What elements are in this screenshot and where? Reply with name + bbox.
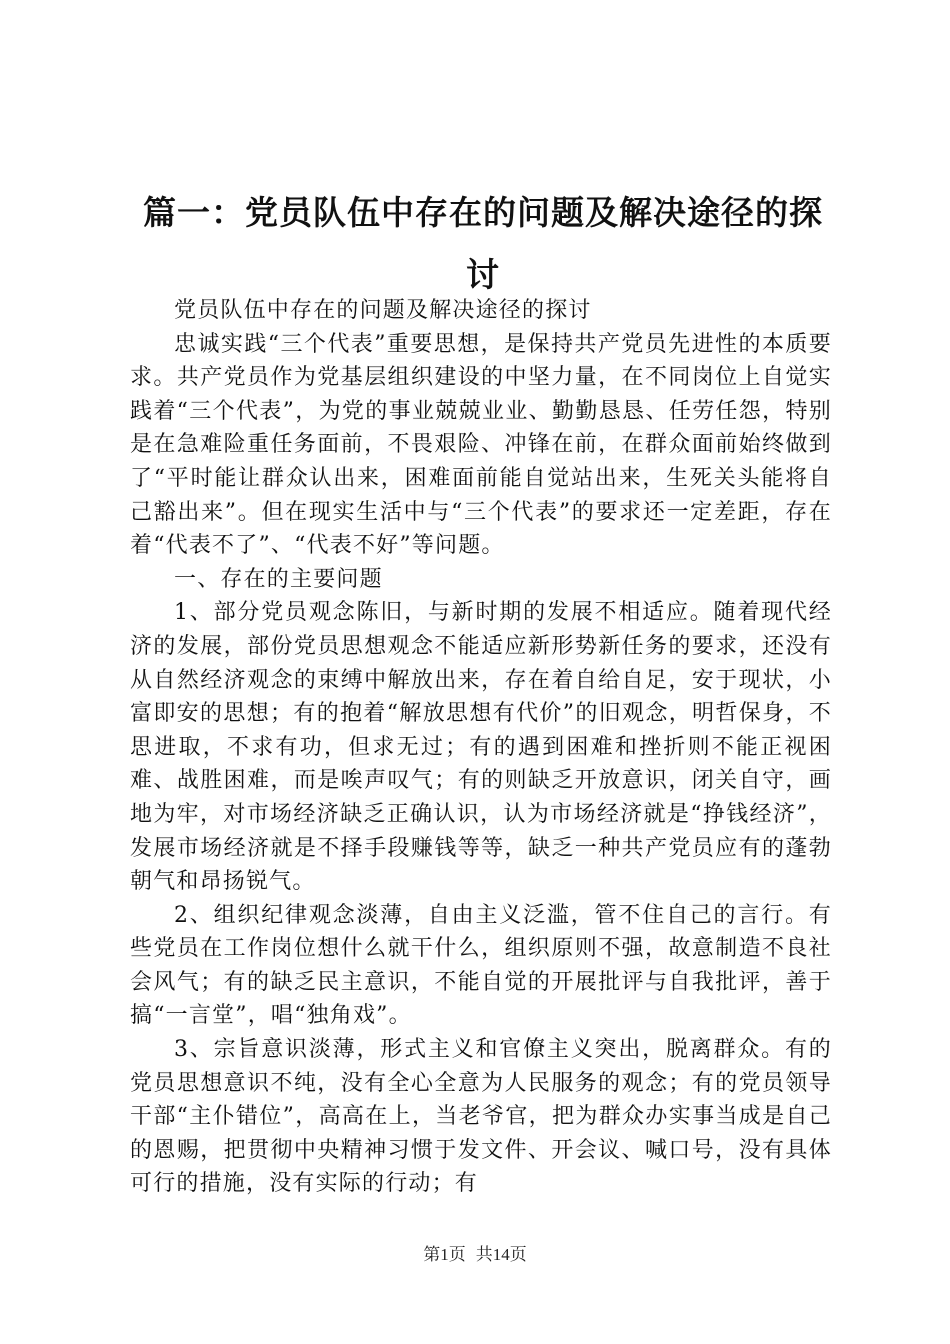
paragraph-problem-2: 2、组织纪律观念淡薄，自由主义泛滥，管不住自己的言行。有些党员在工作岗位想什么就干什么，组织原则不强，故意制造不良社会风气；有的缺乏民主意识，不能自觉的开展批评与自我批评，善于搞“一言堂”，唱“独角戏”。 xyxy=(130,902,832,1029)
paragraph-problem-1: 1、部分党员观念陈旧，与新时期的发展不相适应。随着现代经济的发展，部份党员思想观念不能适应新形势新任务的要求，还没有从自然经济观念的束缚中解放出来，存在着自给自足，安于现状，小富即安的思想；有的抱着“解放思想有代价”的旧观念，明哲保身，不思进取，不求有功，但求无过；有的遇到困难和挫折则不能正视困难、战胜困难，而是唉声叹气；有的则缺乏开放意识，闭关自守，画地为牢，对市场经济缺乏正确认识，认为市场经济就是“挣钱经济”，发展市场经济就是不择手段赚钱等等，缺乏一种共产党员应有的蓬勃朝气和昂扬锐气。 xyxy=(130,600,832,895)
document-body xyxy=(130,294,832,1201)
document-title: 篇一：党员队伍中存在的问题及解决途径的探讨 xyxy=(143,193,823,294)
section-heading-main-problems: 一、存在的主要问题 xyxy=(174,566,383,592)
paragraph-problem-3: 3、宗旨意识淡薄，形式主义和官僚主义突出，脱离群众。有的党员思想意识不纯，没有全心全意为人民服务的观念；有的党员领导干部“主仆错位”，高高在上，当老爷官，把为群众办实事当成是自己的恩赐，把贯彻中央精神习惯于发文件、开会议、喊口号，没有具体可行的措施，没有实际的行动；有 xyxy=(130,1037,832,1197)
paragraph-intro: 忠诚实践“三个代表”重要思想，是保持共产党员先进性的本质要求。共产党员作为党基层组织建设的中坚力量，在不同岗位上自觉实践着“三个代表”，为党的事业兢兢业业、勤勤恳恳、任劳任怨，特别是在急难险重任务面前，不畏艰险、冲锋在前，在群众面前始终做到了“平时能让群众认出来，困难面前能自觉站出来，生死关头能将自己豁出来”。但在现实生活中与“三个代表”的要求还一定差距，存在着“代表不了”、“代表不好”等问题。 xyxy=(130,331,832,559)
page-number: 第1页 xyxy=(423,1245,466,1264)
page-total: 共14页 xyxy=(475,1245,527,1264)
page-footer xyxy=(0,1240,950,1265)
document-subtitle: 党员队伍中存在的问题及解决途径的探讨 xyxy=(174,298,592,323)
